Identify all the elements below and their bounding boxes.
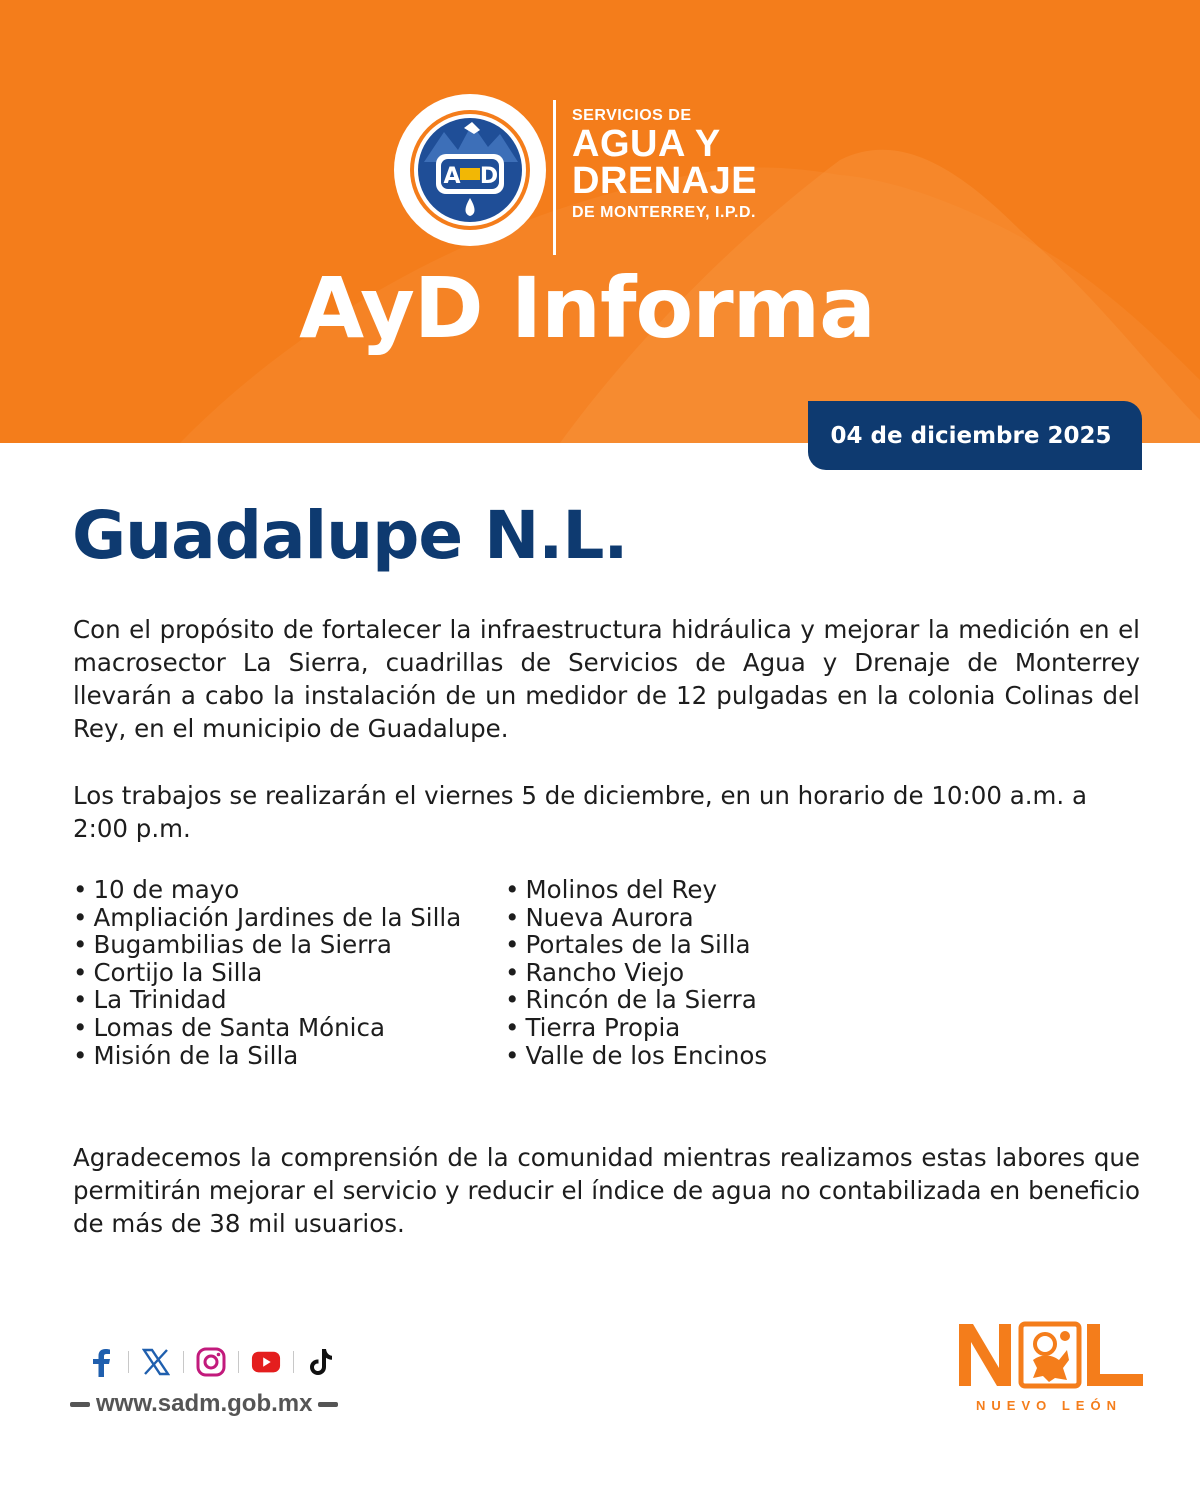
- list-item: • Bugambilias de la Sierra: [73, 931, 461, 959]
- header-banner: [0, 0, 1200, 443]
- website-link[interactable]: [64, 1390, 344, 1418]
- intro-paragraph: Con el propósito de fortalecer la infraestructura hidráulica y mejorar la medición en el macrosector La Sierra, cuadrillas de Servicios de Agua y Drenaje de Monterrey llevarán a cabo la instalación de un medidor de 12 pulgadas en la colonia Colinas del Rey, en el municipio de Guadalupe.: [73, 615, 1140, 743]
- social-separator: [183, 1351, 184, 1373]
- list-item: • La Trinidad: [73, 986, 461, 1014]
- svg-text:D: D: [479, 164, 499, 189]
- list-item: • Valle de los Encinos: [505, 1042, 767, 1070]
- list-item: • Lomas de Santa Mónica: [73, 1014, 461, 1042]
- youtube-icon[interactable]: [251, 1346, 281, 1378]
- social-links: [86, 1344, 336, 1380]
- sadm-seal-logo: [392, 92, 548, 248]
- place-title: Guadalupe N.L.: [72, 497, 628, 574]
- list-item: • Nueva Aurora: [505, 904, 767, 932]
- list-item: • Misión de la Silla: [73, 1042, 461, 1070]
- website-dash-right: [318, 1402, 338, 1407]
- social-separator: [128, 1351, 129, 1373]
- svg-text:A: A: [443, 164, 461, 189]
- instagram-icon[interactable]: [196, 1346, 226, 1378]
- list-item: • Portales de la Silla: [505, 931, 767, 959]
- wordmark-line1: SERVICIOS DE: [572, 107, 692, 124]
- tiktok-icon[interactable]: [306, 1346, 336, 1378]
- facebook-icon[interactable]: [86, 1346, 116, 1378]
- logo-divider: [553, 100, 556, 255]
- sadm-wordmark: [572, 106, 757, 224]
- x-icon[interactable]: [141, 1346, 171, 1378]
- colonias-list-left: [73, 876, 461, 1069]
- closing-paragraph: Agradecemos la comprensión de la comunidad mientras realizamos estas labores que permitirán mejorar el servicio y reducir el índice de agua no contabilizada en beneficio de más de 38 mil usuarios.: [73, 1143, 1140, 1238]
- wordmark-line4: DE MONTERREY, I.P.D.: [572, 204, 756, 221]
- list-item: • Molinos del Rey: [505, 876, 767, 904]
- website-url: www.sadm.gob.mx: [96, 1390, 313, 1417]
- list-item: • Ampliación Jardines de la Silla: [73, 904, 461, 932]
- list-item: • Cortijo la Silla: [73, 959, 461, 987]
- wordmark-line2: AGUA Y: [572, 123, 721, 165]
- social-separator: [238, 1351, 239, 1373]
- list-item: • Rincón de la Sierra: [505, 986, 767, 1014]
- list-item: • Tierra Propia: [505, 1014, 767, 1042]
- schedule-paragraph: Los trabajos se realizarán el viernes 5 de diciembre, en un horario de 10:00 a.m. a 2:00 p.m.: [73, 781, 1087, 843]
- header-title: AyD Informa: [299, 259, 875, 357]
- list-item: • 10 de mayo: [73, 876, 461, 904]
- wordmark-line3: DRENAJE: [572, 160, 758, 202]
- date-badge: 04 de diciembre 2025: [808, 401, 1142, 470]
- colonias-list-right: [505, 876, 767, 1069]
- nuevo-leon-caption: NUEVO LEÓN: [976, 1398, 1122, 1413]
- social-separator: [293, 1351, 294, 1373]
- list-item: • Rancho Viejo: [505, 959, 767, 987]
- website-dash-left: [70, 1402, 90, 1407]
